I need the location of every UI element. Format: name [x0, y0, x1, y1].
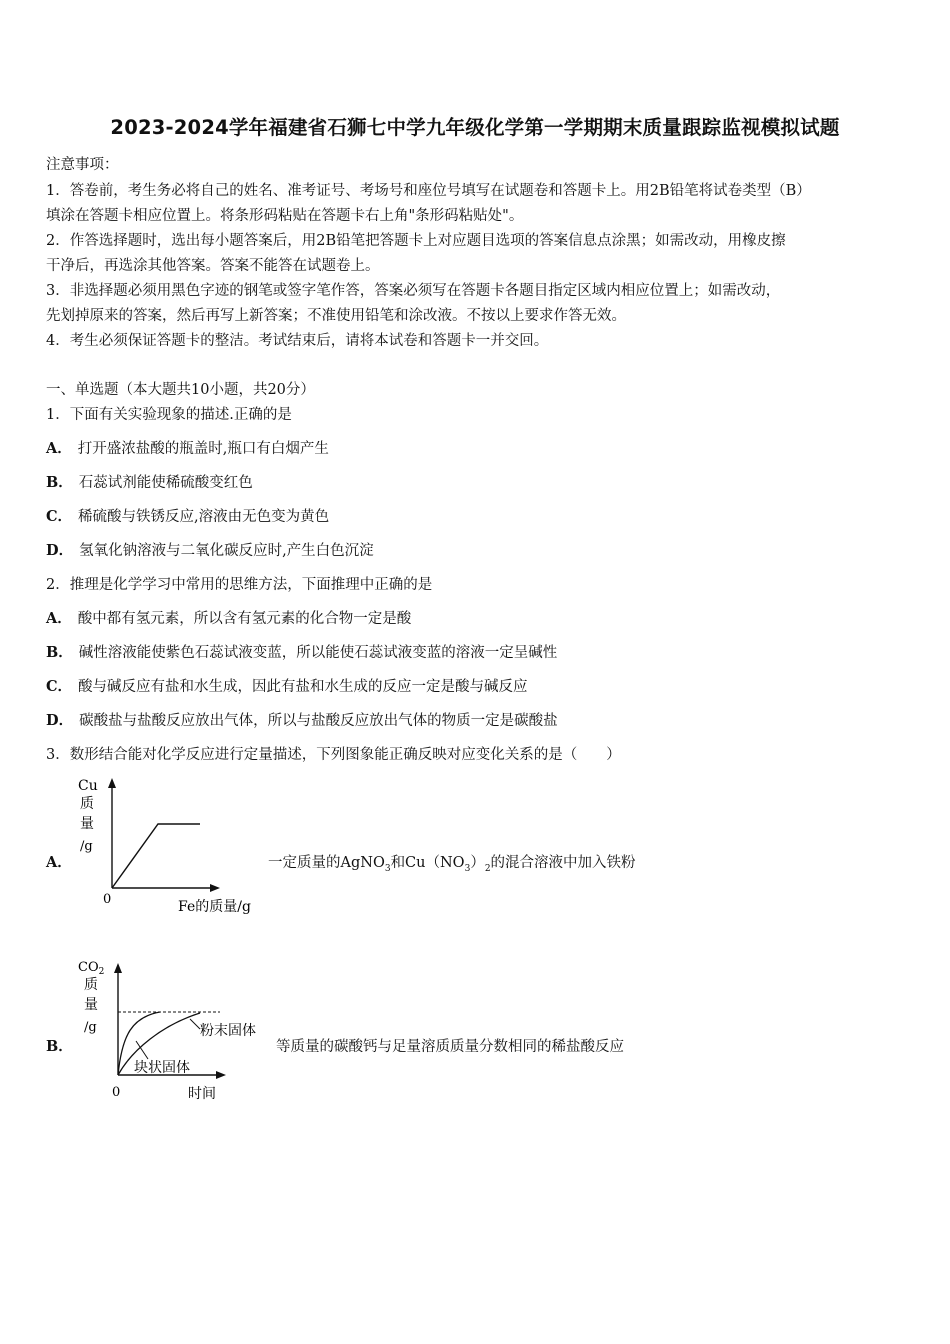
notice-line-1: 1．答卷前，考生务必将自己的姓名、准考证号、考场号和座位号填写在试题卷和答题卡上。用2B铅笔将试卷类型（B） — [46, 183, 811, 199]
graph-a-curve — [112, 824, 200, 888]
option-text: 酸与碱反应有盐和水生成，因此有盐和水生成的反应一定是酸与碱反应 — [78, 679, 528, 695]
notice-line-2: 填涂在答题卡相应位置上。将条形码粘贴在答题卡右上角"条形码粘贴处"。 — [46, 208, 524, 224]
option-letter: A． — [46, 440, 72, 457]
option-text: 石蕊试剂能使稀硫酸变红色 — [78, 475, 253, 491]
q1-option-c — [46, 505, 329, 526]
q3-graph-a — [70, 772, 270, 922]
graph-a-x-label: Fe的质量/g — [178, 899, 251, 915]
q3-option-b-letter: B． — [46, 1038, 73, 1055]
graph-a-y-arrow — [108, 778, 116, 788]
notice-line-7: 4．考生必须保证答题卡的整洁。考试结束后，请将本试卷和答题卡一并交回。 — [46, 333, 549, 349]
section-heading: 一、单选题（本大题共10小题，共20分） — [46, 382, 315, 398]
option-letter: B． — [46, 474, 73, 491]
option-letter: D． — [46, 712, 74, 729]
notice-line-4: 干净后，再选涂其他答案。答案不能答在试题卷上。 — [46, 258, 380, 274]
q3-option-a-letter: A． — [46, 854, 72, 871]
q3-stem: 3．数形结合能对化学反应进行定量描述，下列图象能正确反映对应变化关系的是（ ） — [46, 747, 621, 763]
option-text: 酸中都有氢元素，所以含有氢元素的化合物一定是酸 — [77, 611, 412, 627]
page-title: 2023-2024学年福建省石狮七中学九年级化学第一学期期末质量跟踪监视模拟试题 — [110, 116, 840, 139]
graph-b-y-label-4: /g — [84, 1020, 97, 1035]
q2-stem: 2．推理是化学学习中常用的思维方法，下面推理中正确的是 — [46, 577, 433, 593]
graph-b-y-label-1: $CO_2$ — [78, 960, 105, 977]
option-letter: C． — [46, 508, 73, 525]
graph-b-y-label-3: 量 — [84, 997, 98, 1013]
q2-option-d — [46, 709, 558, 730]
notice-line-3: 2．作答选择题时，选出每小题答案后，用2B铅笔把答题卡上对应题目选项的答案信息点涂黑；如需改动，用橡皮擦 — [46, 233, 786, 249]
option-text: 碱性溶液能使紫色石蕊试液变蓝，所以能使石蕊试液变蓝的溶液一定呈碱性 — [78, 645, 558, 661]
q3-option-a-text: 一定质量的AgNO$_3$和$Cu(NO_3)_2$的混合溶液中加入铁粉 — [268, 855, 636, 874]
q1-option-d — [46, 539, 374, 560]
option-text: 打开盛浓盐酸的瓶盖时,瓶口有白烟产生 — [77, 441, 329, 457]
option-letter: D． — [46, 542, 74, 559]
graph-a-origin: 0 — [103, 892, 112, 907]
graph-b-label-powder: 粉末固体 — [200, 1023, 256, 1039]
q2-option-a — [46, 607, 411, 628]
graph-b-x-label: 时间 — [188, 1086, 216, 1102]
option-text: 氢氧化钠溶液与二氧化碳反应时,产生白色沉淀 — [79, 543, 374, 559]
option-text: 稀硫酸与铁锈反应,溶液由无色变为黄色 — [78, 509, 330, 525]
q3-option-b-text: 等质量的碳酸钙与足量溶质质量分数相同的稀盐酸反应 — [276, 1039, 624, 1055]
option-text: 碳酸盐与盐酸反应放出气体，所以与盐酸反应放出气体的物质一定是碳酸盐 — [79, 713, 558, 729]
graph-a-y-label-3: 量 — [80, 816, 94, 832]
notice-heading: 注意事项： — [46, 157, 119, 173]
q3-graph-b — [72, 955, 282, 1107]
q1-option-b — [46, 471, 253, 492]
graph-b-origin: 0 — [112, 1085, 121, 1100]
graph-a-y-label-2: 质 — [80, 796, 94, 812]
option-letter: B． — [46, 644, 73, 661]
notice-line-6: 先划掉原来的答案，然后再写上新答案；不准使用铅笔和涂改液。不按以上要求作答无效。 — [46, 308, 626, 324]
option-letter: C． — [46, 678, 73, 695]
q1-option-a — [46, 437, 329, 458]
graph-b-pointer-powder — [190, 1019, 200, 1029]
option-letter: A． — [46, 610, 72, 627]
notice-line-5: 3．非选择题必须用黑色字迹的钢笔或签字笔作答，答案必须写在答题卡各题目指定区域内相应位置上；如需改动， — [46, 283, 781, 299]
graph-b-y-arrow — [114, 963, 122, 973]
q1-stem: 1．下面有关实验现象的描述.正确的是 — [46, 407, 292, 423]
graph-a-y-label-4: /g — [80, 839, 93, 854]
graph-b-x-arrow — [216, 1071, 226, 1079]
graph-a-y-label-1: Cu — [78, 778, 98, 794]
graph-a-x-arrow — [210, 884, 220, 892]
graph-b-y-label-2: 质 — [84, 977, 98, 993]
q2-option-b — [46, 641, 557, 662]
graph-b-label-block: 块状固体 — [134, 1060, 190, 1076]
q2-option-c — [46, 675, 528, 696]
